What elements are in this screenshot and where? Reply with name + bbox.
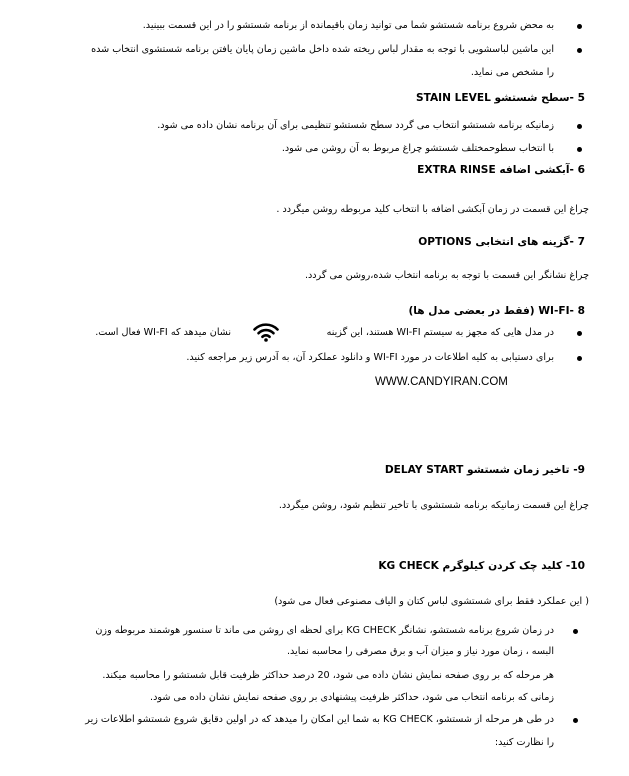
website-url: WWW.CANDYIRAN.COM (375, 376, 508, 388)
paragraph-line: چراغ نشانگر این قسمت با توجه به برنامه انتخاب شده،روشن می گردد. (304, 270, 589, 281)
paragraph-line: در مدل هایی که مجهز به سیستم WI-FI هستند، این گزینه (326, 327, 554, 338)
bullet-icon (577, 356, 582, 361)
bullet-icon (577, 331, 582, 336)
section-heading-5: 5 -سطح شستشو STAIN LEVEL (415, 92, 585, 104)
bullet-icon (577, 124, 582, 129)
bullet-icon (573, 718, 578, 723)
section-heading-8: 8 -WI-FI (فقط در بعضی مدل ها) (408, 305, 585, 317)
bullet-icon (573, 629, 578, 634)
paragraph-line: چراغ این قسمت در زمان آبکشی اضافه با انتخاب کلید مربوطه روشن میگردد . (276, 204, 589, 215)
bullet-icon (577, 48, 582, 53)
section-heading-7: 7 -گزینه های انتخابی OPTIONS (418, 236, 585, 248)
paragraph-line: با انتخاب سطوحمختلف شستشو چراغ مربوط به آن روشن می شود. (281, 143, 554, 154)
paragraph-line: در زمان شروع برنامه شستشو، نشانگر KG CHECK برای لحظه ای روشن می ماند تا سنسور هوشمند مربوطه وزن (95, 625, 554, 636)
paragraph-line: ( این عملکرد فقط برای شستشوی لباس کتان و الیاف مصنوعی فعال می شود) (274, 596, 589, 607)
paragraph-line: این ماشین لباسشویی با توجه به مقدار لباس ریخته شده داخل ماشین زمان پایان یافتن برنامه شستشوی انتخاب شده (91, 44, 554, 55)
paragraph-line: به محض شروع برنامه شستشو شما می توانید زمان باقیمانده از برنامه شستشو را در این قسمت ببینید. (142, 20, 554, 31)
paragraph-line: زمانی که برنامه انتخاب می شود، حداکثر ظرفیت پیشنهادی بر روی صفحه نمایش نشان داده می شود. (150, 692, 554, 703)
section-heading-6: 6 -آبکشی اضافه EXTRA RINSE (417, 164, 585, 176)
bullet-icon (577, 147, 582, 152)
paragraph-line: زمانیکه برنامه شستشو انتخاب می گردد سطح شستشو تنظیمی برای آن برنامه نشان داده می شود. (157, 120, 554, 131)
wifi-icon (253, 322, 279, 342)
paragraph-line: چراغ این قسمت زمانیکه برنامه شستشوی با تاخیر تنظیم شود، روشن میگردد. (278, 500, 589, 511)
bullet-icon (577, 24, 582, 29)
section-heading-10: 10- کلید چک کردن کیلوگرم KG CHECK (378, 560, 585, 572)
section-heading-9: 9- تاخیر زمان شستشو DELAY START (384, 464, 585, 476)
paragraph-line: در طی هر مرحله از شستشو، KG CHECK به شما این امکان را میدهد که در اولین دقایق شروع شستشو اطلاعات زیر (85, 714, 554, 725)
paragraph-line: را مشخص می نماید. (470, 67, 554, 78)
paragraph-line: هر مرحله که بر روی صفحه نمایش نشان داده می شود، 20 درصد حداکثر ظرفیت قابل شستشو را محاسبه میکند. (102, 670, 554, 681)
paragraph-line: را نظارت کنید: (494, 737, 554, 748)
paragraph-line: برای دستیابی به کلیه اطلاعات در مورد WI-FI و دانلود عملکرد آن، به آدرس زیر مراجعه کنید. (186, 352, 554, 363)
paragraph-line: نشان میدهد که WI-FI فعال است. (95, 327, 231, 338)
paragraph-line: البسه ، زمان مورد نیاز و میزان آب و برق مصرفی را محاسبه نماید. (286, 646, 554, 657)
